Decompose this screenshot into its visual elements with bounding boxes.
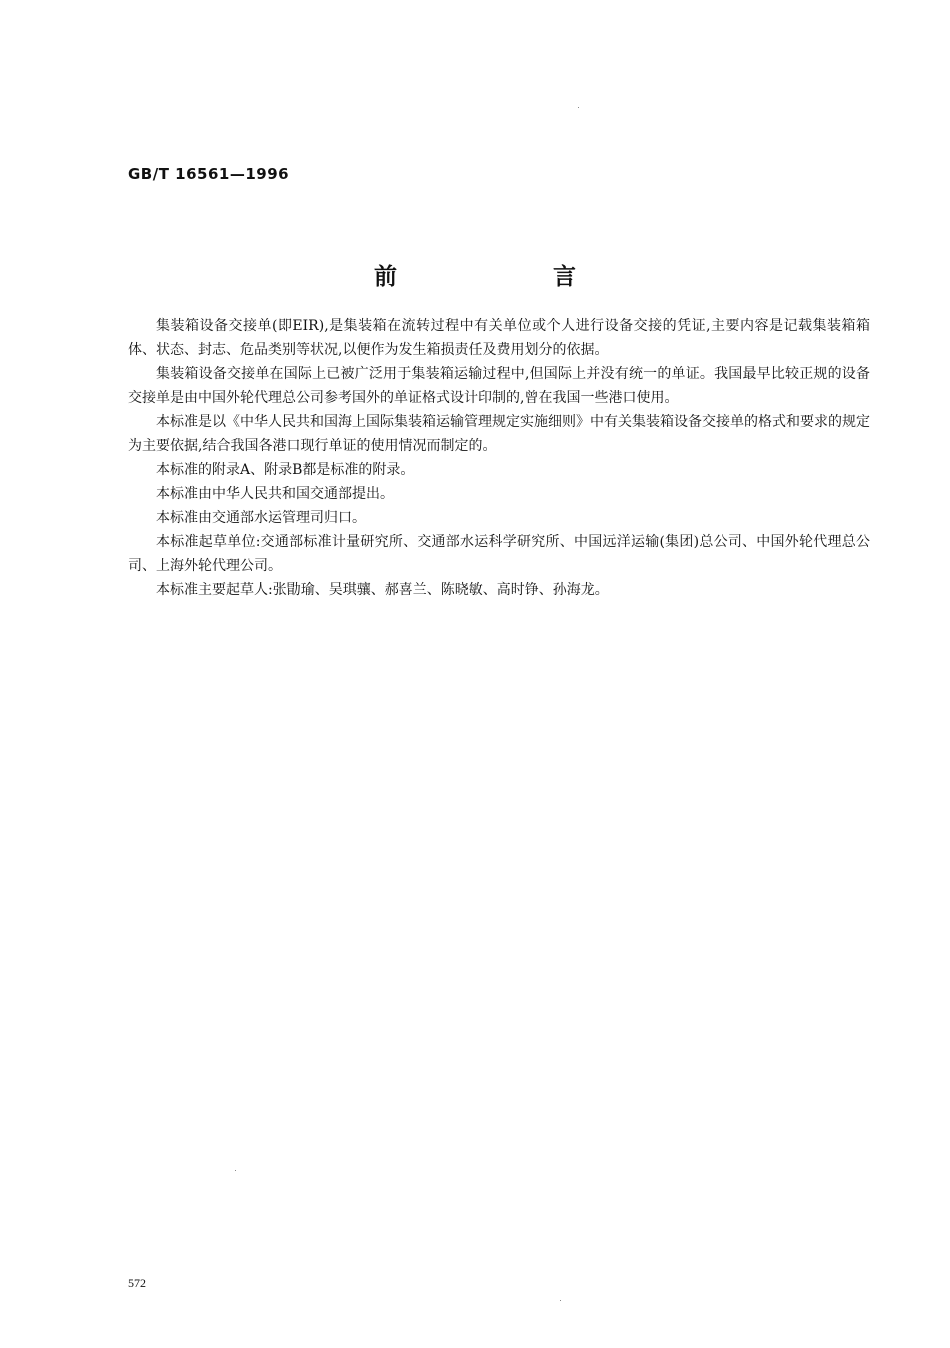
paragraph-5: 本标准由中华人民共和国交通部提出。 [156, 486, 394, 502]
paragraph-8: 本标准主要起草人:张勖瑜、吴琪骧、郝喜兰、陈晓敏、高时铮、孙海龙。 [156, 582, 609, 598]
standard-code: GB/T 16561—1996 [128, 165, 290, 183]
paragraph-3: 本标准是以《中华人民共和国海上国际集装箱运输管理规定实施细则》中有关集装箱设备交接单的格式和要求的规定为主要依据,结合我国各港口现行单证的使用情况而制定的。 [128, 414, 870, 454]
paragraph-6: 本标准由交通部水运管理司归口。 [156, 510, 366, 526]
foreword-body [128, 314, 870, 602]
scan-speck [235, 1170, 236, 1171]
page-title: 前 言 [373, 263, 650, 290]
scan-speck [578, 107, 579, 108]
paragraph-7: 本标准起草单位:交通部标准计量研究所、交通部水运科学研究所、中国远洋运输(集团)总公司、中国外轮代理总公司、上海外轮代理公司。 [128, 534, 870, 574]
paragraph-1: 集装箱设备交接单(即EIR),是集装箱在流转过程中有关单位或个人进行设备交接的凭证,主要内容是记载集装箱箱体、状态、封志、危品类别等状况,以便作为发生箱损责任及费用划分的依据。 [128, 318, 870, 358]
scan-speck [560, 1300, 561, 1301]
page-number: 572 [128, 1276, 146, 1290]
paragraph-4: 本标准的附录A、附录B都是标准的附录。 [156, 462, 415, 478]
paragraph-2: 集装箱设备交接单在国际上已被广泛用于集装箱运输过程中,但国际上并没有统一的单证。我国最早比较正规的设备交接单是由中国外轮代理总公司参考国外的单证格式设计印制的,曾在我国一些港口使用。 [128, 366, 870, 406]
